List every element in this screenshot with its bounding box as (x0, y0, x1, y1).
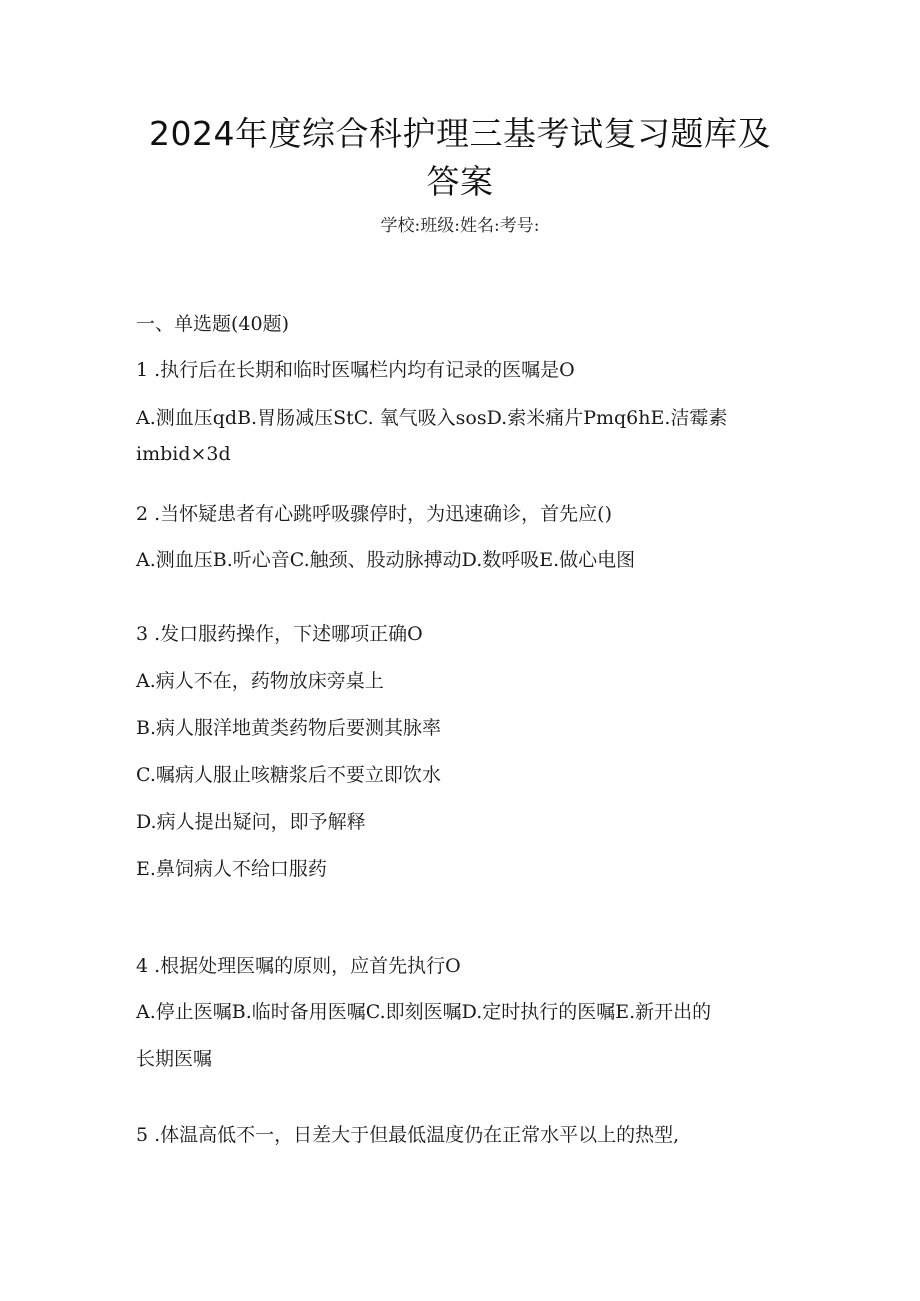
question-4-stem: 4 .根据处理医嘱的原则，应首先执行O (136, 955, 461, 977)
question-3-option-e: E.鼻饲病人不给口服药 (136, 858, 327, 880)
question-2-options-line-1: A.测血压B.听心音C.触颈、股动脉搏动D.数呼吸E.做心电图 (136, 549, 636, 571)
question-4-options-line-1: A.停止医嘱B.临时备用医嘱C.即刻医嘱D.定时执行的医嘱E.新开出的 (136, 1001, 712, 1023)
question-3-option-c: C.嘱病人服止咳糖浆后不要立即饮水 (136, 764, 441, 786)
question-1-stem: 1 .执行后在长期和临时医嘱栏内均有记录的医嘱是O (136, 359, 575, 381)
question-3-option-d: D.病人提出疑问，即予解释 (136, 811, 366, 833)
question-3-option-b: B.病人服洋地黄类药物后要测其脉率 (136, 717, 442, 739)
question-1-options-line-1: A.测血压qdB.胃肠减压StC. 氧气吸入sosD.索米痛片Pmq6hE.洁霉素 (136, 407, 728, 429)
student-info-line: 学校:班级:姓名:考号: (380, 216, 540, 236)
question-4-options-line-2: 长期医嘱 (136, 1048, 213, 1070)
document-title-line-1: 2024年度综合科护理三基考试复习题库及 (149, 114, 771, 153)
question-5-stem: 5 .体温高低不一，日差大于但最低温度仍在正常水平以上的热型, (136, 1124, 680, 1146)
question-3-stem: 3 .发口服药操作，下述哪项正确O (136, 623, 423, 645)
document-title-line-2: 答案 (426, 162, 494, 201)
question-2-stem: 2 .当怀疑患者有心跳呼吸骤停时，为迅速确诊，首先应() (136, 503, 612, 525)
question-3-option-a: A.病人不在，药物放床旁桌上 (136, 670, 384, 692)
question-1-options-line-2: imbid×3d (136, 443, 231, 465)
section-heading: 一、单选题(40题) (136, 313, 290, 335)
